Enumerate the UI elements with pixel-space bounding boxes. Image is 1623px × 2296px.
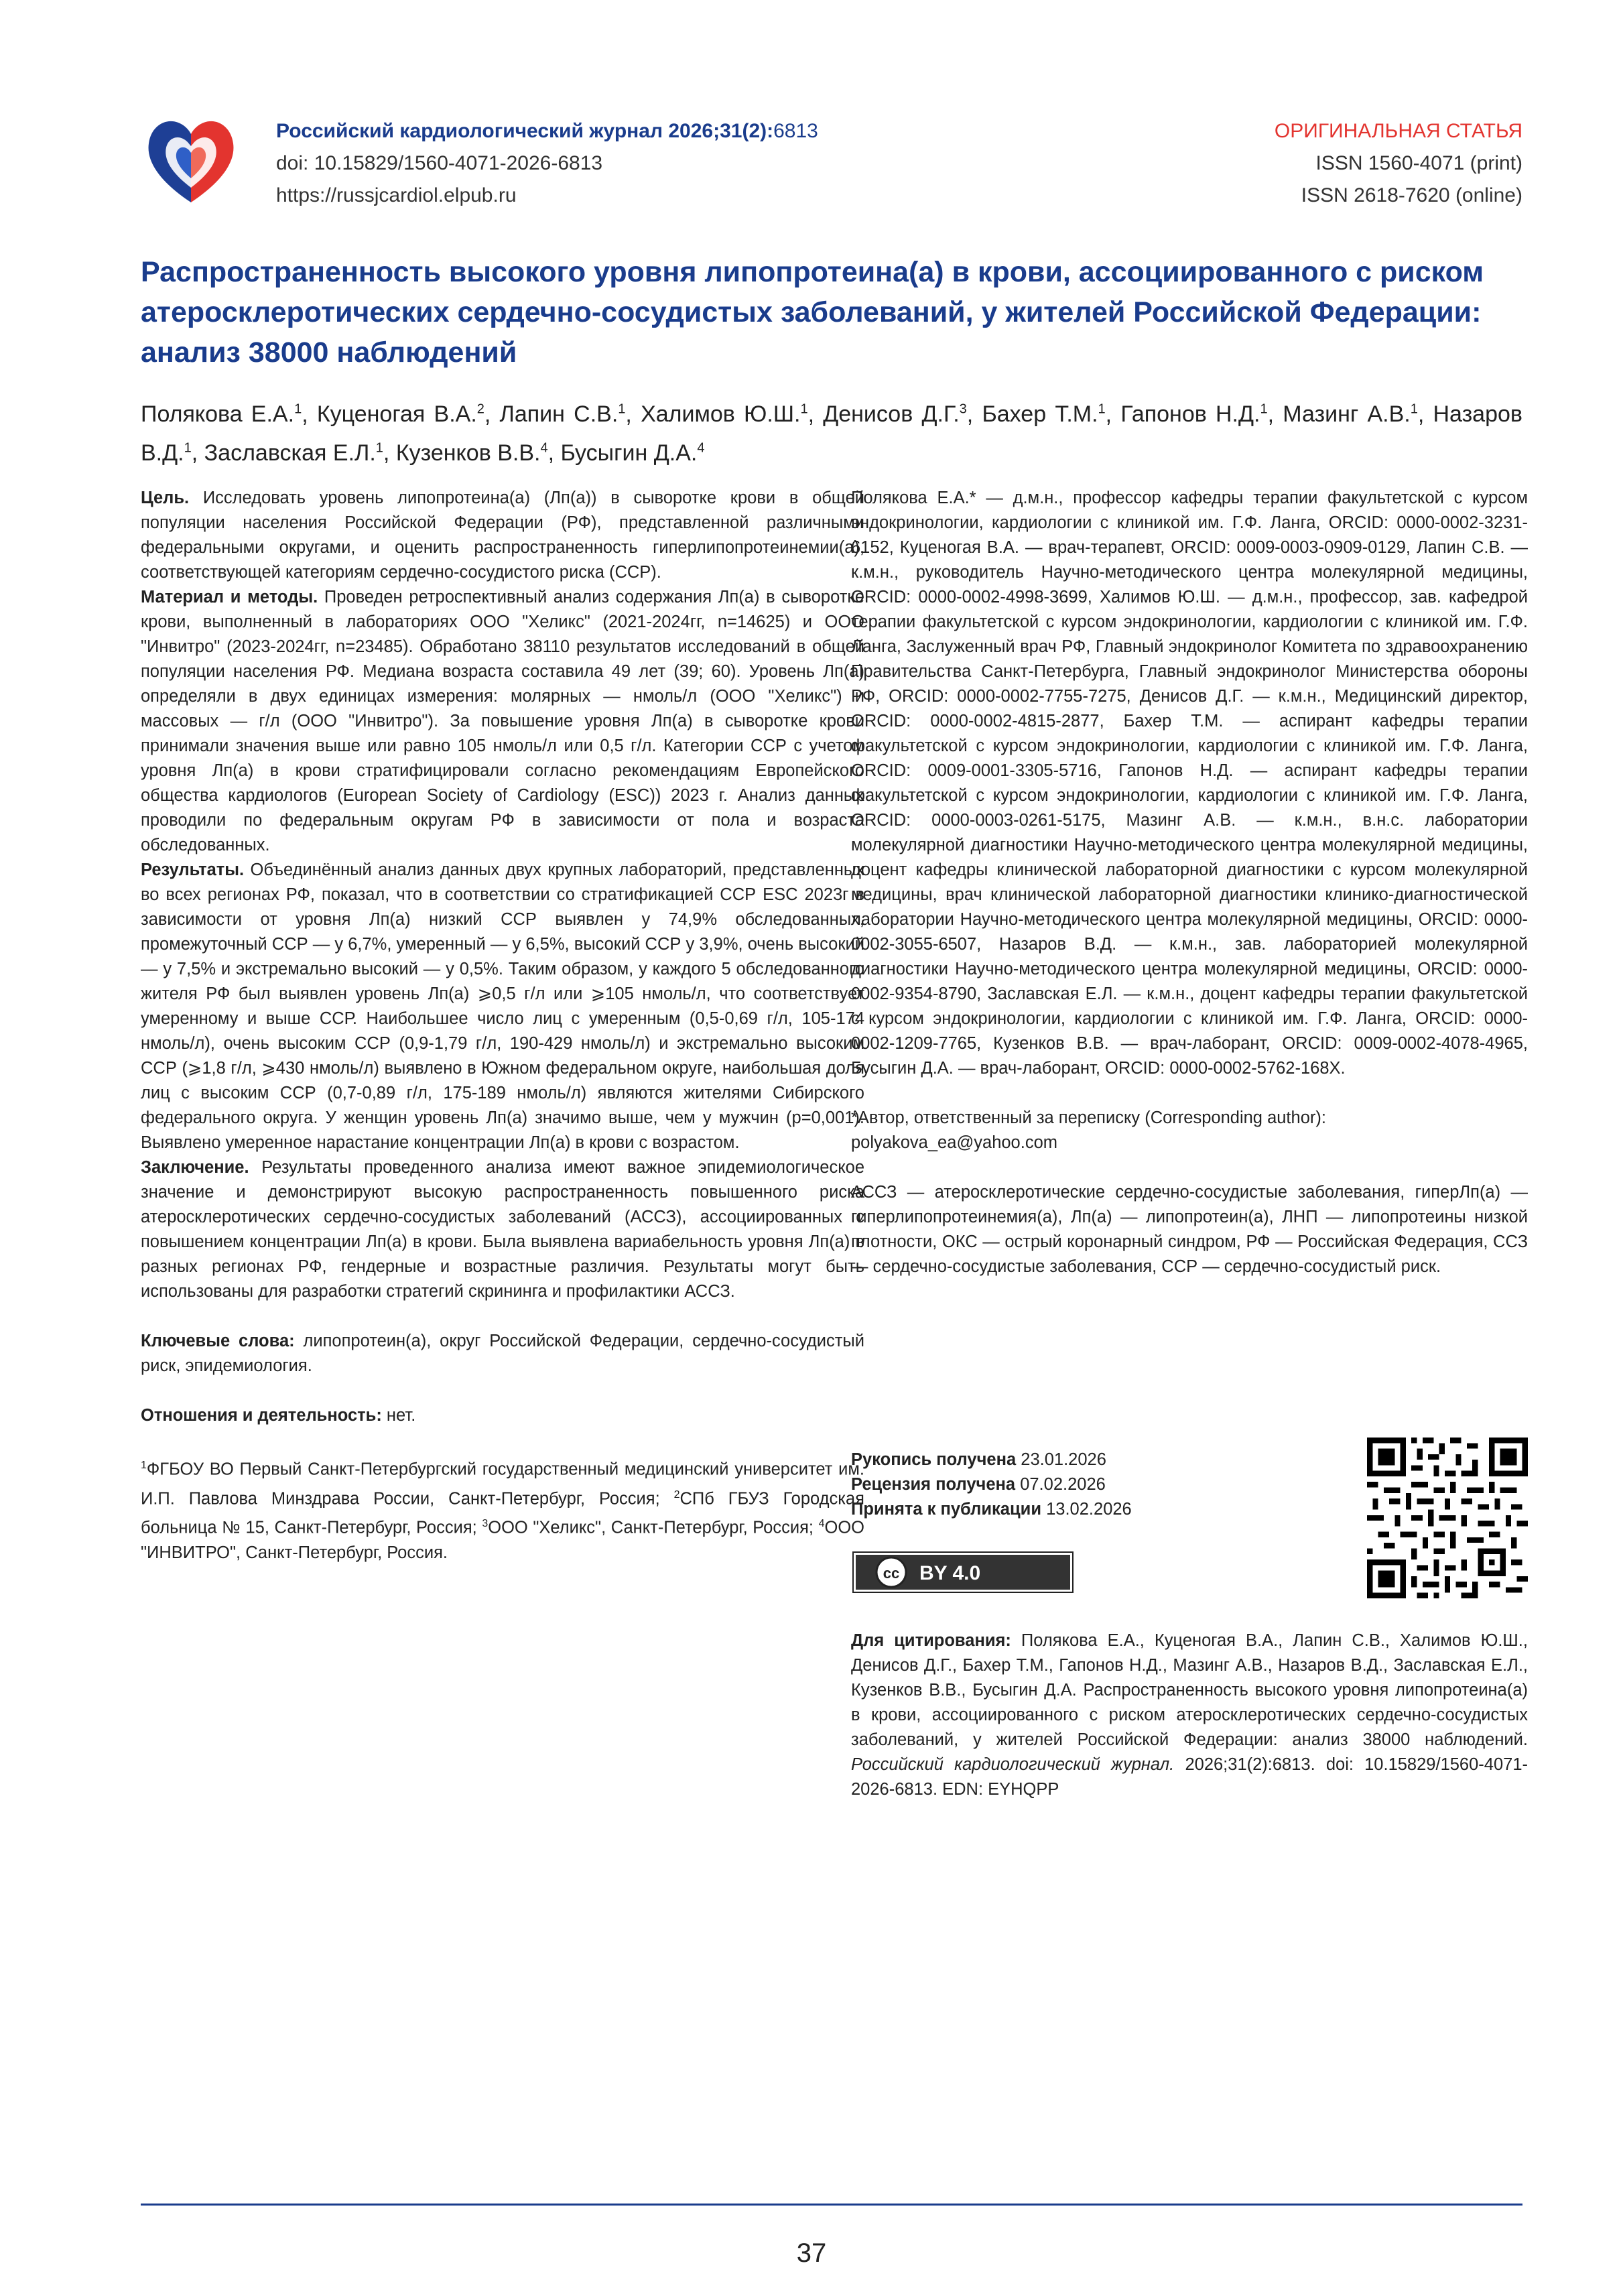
- author: Куценогая В.А.$^2$: [316, 401, 484, 428]
- doi[interactable]: doi: 10.15829/1560-4071-2026-6813: [276, 152, 603, 174]
- license-label: BY 4.0: [919, 1562, 981, 1584]
- relations: Отношения и деятельность: нет.: [141, 1406, 416, 1425]
- footer-divider: [141, 2204, 1522, 2206]
- author-info-column: [851, 486, 1528, 1279]
- citation-journal: Российский кардиологический журнал.: [851, 1755, 1175, 1774]
- abstract-column: [141, 486, 864, 1566]
- abstract-methods: Материал и методы. Проведен ретроспективный анализ содержания Лп(а) в сыворотке крови, выполненный в лабораториях ООО "Хеликс" (2021-2024гг, n=14625) и ООО "Инвитро" (2023-2024гг, n=23485). Обработано 38110 результатов исследований в общей популяции населения РФ. Медиана возраста составила 49 лет (39; 60). Уровень Лп(а) определяли в двух единицах измерения: молярных — нмоль/л (ООО "Хеликс") и массовых — г/л (ООО "Инвитро"). За повышение уровня Лп(а) в сыворотке крови принимали значения выше или равно 105 нмоль/л или 0,5 г/л. Категории ССР с учетом уровня Лп(а) в крови стратифицировали согласно рекомендациям Европейского общества кардиологов (European Society of Cardiology (ESC)) 2023 г. Анализ данных проводили по федеральным округам РФ в зависимости от пола и возраста обследованных.: [141, 588, 864, 854]
- journal-url[interactable]: https://russjcardiol.elpub.ru: [276, 184, 517, 206]
- cc-icon: cc: [883, 1565, 900, 1582]
- received-date: Рукопись получена 23.01.2026: [851, 1450, 1106, 1469]
- abstract-conclusion: Заключение. Результаты проведенного анализа имеют важное эпидемиологическое значение и демонстрируют высокую распространенность повышенного риска атеросклеротических сердечно-сосудистых заболеваний (АССЗ), ассоциированных с повышением концентрации Лп(а) в крови. Была выявлена вариабельность уровня Лп(а) в разных регионах РФ, гендерные и возрастные различия. Результаты могут быть использованы для разработки стратегий скрининга и профилактики АССЗ.: [141, 1158, 864, 1301]
- author-info: Полякова Е.А.* — д.м.н., профессор кафедры терапии факультетской с курсом эндокринологии, кардиологии с клиникой им. Г.Ф. Ланга, ORCID: 0000-0002-3231-6152, Куценогая В.А. — врач-терапевт, ORCID: 0009-0003-0909-0129, Лапин С.В. — к.м.н., руководитель Научно-методического центра молекулярной медицины, ORCID: 0000-0002-4998-3699, Халимов Ю.Ш. — д.м.н., профессор, зав. кафедрой терапии факультетской с курсом эндокринологии, кардиологии с клиникой им. Г.Ф. Ланга, Заслуженный врач РФ, Главный эндокринолог Комитета по здравоохранению Правительства Санкт-Петербурга, Главный эндокринолог Министерства обороны РФ, ORCID: 0000-0002-7755-7275, Денисов Д.Г. — к.м.н., Медицинский директор, ORCID: 0000-0002-4815-2877, Бахер Т.М. — аспирант кафедры терапии факультетской с курсом эндокринологии, кардиологии с клиникой им. Г.Ф. Ланга, ORCID: 0009-0001-3305-5716, Гапонов Н.Д. — аспирант кафедры терапии факультетской с курсом эндокринологии, кардиологии с клиникой им. Г.Ф. Ланга, ORCID: 0000-0003-0261-5175, Мазинг А.В. — к.м.н., в.н.с. лаборатории молекулярной диагностики Научно-методического центра молекулярной медицины, доцент кафедры клинической лабораторной диагностики с курсом молекулярной медицины, врач клинической лабораторной диагностики клинико-диагностической лаборатории Научно-методического центра молекулярной медицины, ORCID: 0000-0002-3055-6507, Назаров В.Д. — к.м.н., зав. лабораторией молекулярной диагностики Научно-методического центра молекулярной медицины, ORCID: 0000-0002-9354-8790, Заславская Е.Л. — к.м.н., доцент кафедры терапии факультетской с курсом эндокринологии, кардиологии с клиникой им. Г.Ф. Ланга, ORCID: 0000-0002-1209-7765, Кузенков В.В. — врач-лаборант, ORCID: 0009-0002-4078-4965, Бусыгин Д.А. — врач-лаборант, ORCID: 0000-0002-5762-168X.: [851, 489, 1528, 1078]
- keywords: Ключевые слова: липопротеин(а), округ Российской Федерации, сердечно-сосудистый риск, эпидемиология.: [141, 1332, 864, 1375]
- author: Бахер Т.М.$^1$: [982, 401, 1106, 428]
- publication-dates: [851, 1448, 1132, 1522]
- citation-label: Для цитирования:: [851, 1631, 1011, 1650]
- article-type: ОРИГИНАЛЬНАЯ СТАТЬЯ: [1274, 120, 1522, 142]
- page-number: 37: [796, 2238, 827, 2268]
- journal-name: Российский кардиологический журнал: [276, 120, 663, 142]
- journal-issue: 2026;31(2):: [668, 120, 774, 142]
- corresponding-label: *Автор, ответственный за переписку (Corresponding author):: [851, 1108, 1326, 1127]
- abstract-aim: Цель. Исследовать уровень липопротеина(а) (Лп(а)) в сыворотке крови в общей популяции населения Российской Федерации (РФ), представленной различными федеральными округами, и оценить распространенность гиперлипопротеинемии(а), соответствующей категориям сердечно-сосудистого риска (ССР).: [141, 489, 864, 582]
- accepted-date: Принята к публикации 13.02.2026: [851, 1500, 1132, 1519]
- article-title: Распространенность высокого уровня липопротеина(а) в крови, ассоциированного с риском атеросклеротических сердечно-сосудистых заболеваний, у жителей Российской Федерации: анализ 38000 наблюдений: [141, 256, 1484, 369]
- article-number: 6813: [773, 120, 818, 142]
- issn-block: [1275, 115, 1522, 212]
- author: Гапонов Н.Д.$^1$: [1120, 401, 1268, 428]
- author-list: Полякова Е.А.$^1$, Куценогая В.А.$^2$, Лапин С.В.$^1$, Халимов Ю.Ш.$^1$, Денисов Д.Г.$^3$, Бахер Т.М.$^1$, Гапонов Н.Д.$^1$, Мазинг А.В.$^1$, Назаров В.Д.$^1$, Заславская Е.Л.$^1$, Кузенков В.В.$^4$, Бусыгин Д.А.$^4$: [141, 401, 1522, 466]
- qr-code[interactable]: [1367, 1438, 1528, 1598]
- abbreviations: АССЗ — атеросклеротические сердечно-сосудистые заболевания, гиперЛп(а) — гиперлипопротеинемия(а), Лп(а) — липопротеин(а), ЛНП — липопротеины низкой плотности, ОКС — острый коронарный синдром, РФ — Российская Федерация, ССЗ — сердечно-сосудистые заболевания, ССР — сердечно-сосудистый риск.: [851, 1183, 1528, 1276]
- abstract-results: Результаты. Объединённый анализ данных двух крупных лабораторий, представленных во всех регионах РФ, показал, что в соответствии со стратификацией ССР ESC 2023г в зависимости от уровня Лп(а) низкий ССР выявлен у 74,9% обследованных, промежуточный ССР — у 6,7%, умеренный — у 6,5%, высокий ССР у 3,9%, очень высокий — у 7,5% и экстремально высокий — у 0,5%. Таким образом, у каждого 5 обследованного жителя РФ был выявлен уровень Лп(а) ⩾0,5 г/л или ⩾105 нмоль/л, что соответствует умеренному и выше ССР. Наибольшее число лиц с умеренным (0,5-0,69 г/л, 105-174 нмоль/л), очень высоким ССР (0,9-1,79 г/л, 190-429 нмоль/л) и экстремально высоким ССР (⩾1,8 г/л, ⩾430 нмоль/л) выявлено в Южном федеральном округе, наибольшая доля лиц с высоким ССР (0,7-0,89 г/л, 175-189 нмоль/л) являются жителями Сибирского федерального округа. У женщин уровень Лп(а) значимо выше, чем у мужчин (p=0,001). Выявлено умеренное нарастание концентрации Лп(а) в крови с возрастом.: [141, 860, 864, 1152]
- issn-print: ISSN 1560-4071 (print): [1315, 152, 1522, 174]
- author: Кузенков В.В.$^4$: [395, 440, 548, 466]
- issn-online: ISSN 2618-7620 (online): [1301, 184, 1522, 206]
- cc-by-license-badge[interactable]: [852, 1551, 1074, 1593]
- author: Заславская Е.Л.$^1$: [204, 440, 383, 466]
- author: Лапин С.В.$^1$: [499, 401, 626, 428]
- author: Мазинг А.В.$^1$: [1283, 401, 1418, 428]
- author: Назаров В.Д.$^1$: [141, 401, 1522, 466]
- affiliations: $^1$ФГБОУ ВО Первый Санкт-Петербургский государственный медицинский университет им. И.П. Павлова Минздрава России, Санкт-Петербург, Россия; $^2$СПб ГБУЗ Городская больница № 15, Санкт-Петербург, Россия; $^3$ООО "Хеликс", Санкт-Петербург, Россия; $^4$ООО "ИНВИТРО", Санкт-Петербург, Россия.: [141, 1460, 864, 1562]
- journal-logo: [141, 109, 241, 209]
- citation: Для цитирования: Полякова Е.А., Куценогая В.А., Лапин С.В., Халимов Ю.Ш., Денисов Д.Г., Бахер Т.М., Гапонов Н.Д., Мазинг А.В., Назаров В.Д., Заславская Е.Л., Кузенков В.В., Бусыгин Д.А. Распространенность высокого уровня липопротеина(а) в крови, ассоциированного с риском атеросклеротических сердечно-сосудистых заболеваний, у жителей Российской Федерации: анализ 38000 наблюдений. Российский кардиологический журнал. 2026;31(2):6813. doi: 10.15829/1560-4071-2026-6813. EDN: EYHQPP: [851, 1631, 1529, 1799]
- corresponding-email[interactable]: polyakova_ea@yahoo.com: [851, 1133, 1057, 1152]
- author: Бусыгин Д.А.$^4$: [560, 440, 705, 466]
- author: Халимов Ю.Ш.$^1$: [641, 401, 808, 428]
- author: Денисов Д.Г.$^3$: [823, 401, 967, 428]
- author: Полякова Е.А.$^1$: [141, 401, 302, 428]
- journal-header: [276, 115, 818, 212]
- reviewed-date: Рецензия получена 07.02.2026: [851, 1475, 1106, 1494]
